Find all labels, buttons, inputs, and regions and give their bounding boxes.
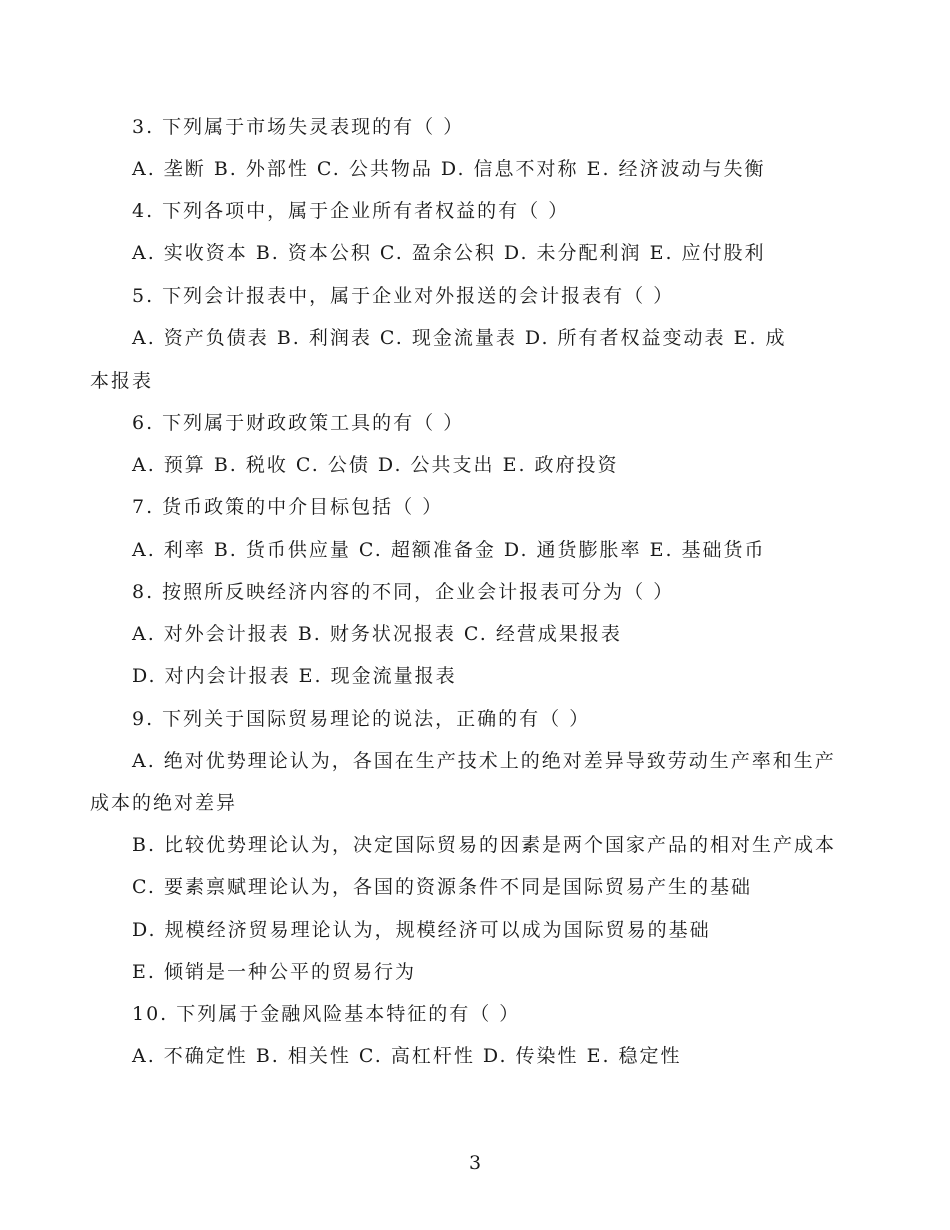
question-9-option-c: C. 要素禀赋理论认为，各国的资源条件不同是国际贸易产生的基础: [132, 876, 752, 898]
question-5-options-line-1: A. 资产负债表 B. 利润表 C. 现金流量表 D. 所有者权益变动表 E. 成: [132, 327, 787, 349]
question-10-stem: 10. 下列属于金融风险基本特征的有（ ）: [132, 1003, 521, 1025]
question-8-options-line-2: D. 对内会计报表 E. 现金流量报表: [132, 665, 457, 687]
question-3-stem: 3. 下列属于市场失灵表现的有（ ）: [132, 116, 465, 138]
question-8-stem: 8. 按照所反映经济内容的不同，企业会计报表可分为（ ）: [132, 581, 675, 603]
question-8-options-line-1: A. 对外会计报表 B. 财务状况报表 C. 经营成果报表: [132, 623, 622, 645]
question-9-option-a-line-1: A. 绝对优势理论认为，各国在生产技术上的绝对差异导致劳动生产率和生产: [132, 750, 836, 772]
question-7-options: A. 利率 B. 货币供应量 C. 超额准备金 D. 通货膨胀率 E. 基础货币: [132, 539, 766, 561]
question-6-stem: 6. 下列属于财政政策工具的有（ ）: [132, 412, 465, 434]
question-10-options: A. 不确定性 B. 相关性 C. 高杠杆性 D. 传染性 E. 稳定性: [132, 1045, 682, 1067]
question-9-option-e: E. 倾销是一种公平的贸易行为: [132, 961, 416, 983]
question-3-options: A. 垄断 B. 外部性 C. 公共物品 D. 信息不对称 E. 经济波动与失衡: [132, 158, 766, 180]
question-4-stem: 4. 下列各项中，属于企业所有者权益的有（ ）: [132, 200, 570, 222]
question-6-options: A. 预算 B. 税收 C. 公债 D. 公共支出 E. 政府投资: [132, 454, 619, 476]
question-5-options-line-2: 本报表: [90, 370, 154, 392]
question-5-stem: 5. 下列会计报表中，属于企业对外报送的会计报表有（ ）: [132, 285, 675, 307]
question-7-stem: 7. 货币政策的中介目标包括（ ）: [132, 496, 444, 518]
page-number: 3: [468, 1152, 482, 1174]
question-4-options: A. 实收资本 B. 资本公积 C. 盈余公积 D. 未分配利润 E. 应付股利: [132, 242, 766, 264]
question-9-option-a-line-2: 成本的绝对差异: [90, 792, 238, 814]
question-9-stem: 9. 下列关于国际贸易理论的说法，正确的有（ ）: [132, 708, 591, 730]
question-9-option-b: B. 比较优势理论认为，决定国际贸易的因素是两个国家产品的相对生产成本: [132, 834, 837, 856]
question-9-option-d: D. 规模经济贸易理论认为，规模经济可以成为国际贸易的基础: [132, 919, 711, 941]
